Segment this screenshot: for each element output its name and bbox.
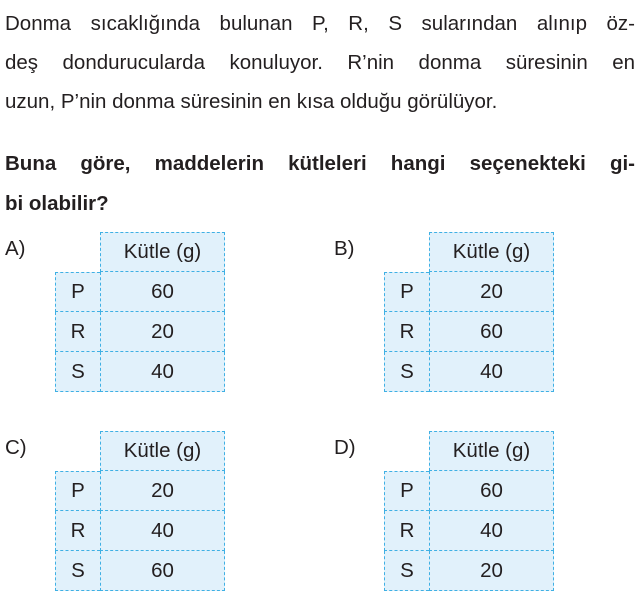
row-value-s: 60 [100, 551, 225, 591]
mass-table [384, 431, 554, 591]
row-label-r: R [384, 511, 429, 551]
prompt-line-2: bi olabilir? [5, 192, 109, 215]
question-line-3: uzun, P’nin donma süresinin en kısa olduğu görülüyor. [5, 90, 498, 113]
row-value-p: 20 [429, 272, 554, 312]
row-label-p: P [55, 471, 100, 511]
question-line-2: deş dondurucularda konuluyor. R’nin donma süresinin en [5, 51, 635, 74]
row-label-s: S [384, 551, 429, 591]
row-label-p: P [55, 272, 100, 312]
option-letter: D) [334, 436, 356, 459]
row-label-r: R [55, 312, 100, 352]
row-label-r: R [384, 312, 429, 352]
option-letter: A) [5, 237, 26, 260]
table-header: Kütle (g) [100, 431, 225, 471]
table-header: Kütle (g) [100, 232, 225, 272]
row-value-p: 20 [100, 471, 225, 511]
row-value-r: 60 [429, 312, 554, 352]
row-label-p: P [384, 471, 429, 511]
question-prompt [5, 144, 635, 224]
row-value-p: 60 [100, 272, 225, 312]
row-label-p: P [384, 272, 429, 312]
row-value-p: 60 [429, 471, 554, 511]
option-letter: B) [334, 237, 355, 260]
row-label-s: S [55, 551, 100, 591]
row-value-s: 40 [100, 352, 225, 392]
option-letter: C) [5, 436, 27, 459]
row-label-s: S [384, 352, 429, 392]
option-c[interactable] [5, 431, 255, 596]
option-a[interactable] [5, 232, 255, 397]
mass-table [384, 232, 554, 392]
row-label-r: R [55, 511, 100, 551]
row-value-r: 20 [100, 312, 225, 352]
option-b[interactable] [334, 232, 584, 397]
table-header: Kütle (g) [429, 431, 554, 471]
row-label-s: S [55, 352, 100, 392]
question-line-1: Donma sıcaklığında bulunan P, R, S sularından alınıp öz- [5, 12, 635, 35]
row-value-r: 40 [100, 511, 225, 551]
table-header: Kütle (g) [429, 232, 554, 272]
row-value-s: 20 [429, 551, 554, 591]
row-value-s: 40 [429, 352, 554, 392]
mass-table [55, 232, 225, 392]
prompt-line-1: Buna göre, maddelerin kütleleri hangi seçenekteki gi- [5, 152, 635, 175]
option-d[interactable] [334, 431, 584, 596]
question-stem [5, 4, 635, 121]
mass-table [55, 431, 225, 591]
row-value-r: 40 [429, 511, 554, 551]
